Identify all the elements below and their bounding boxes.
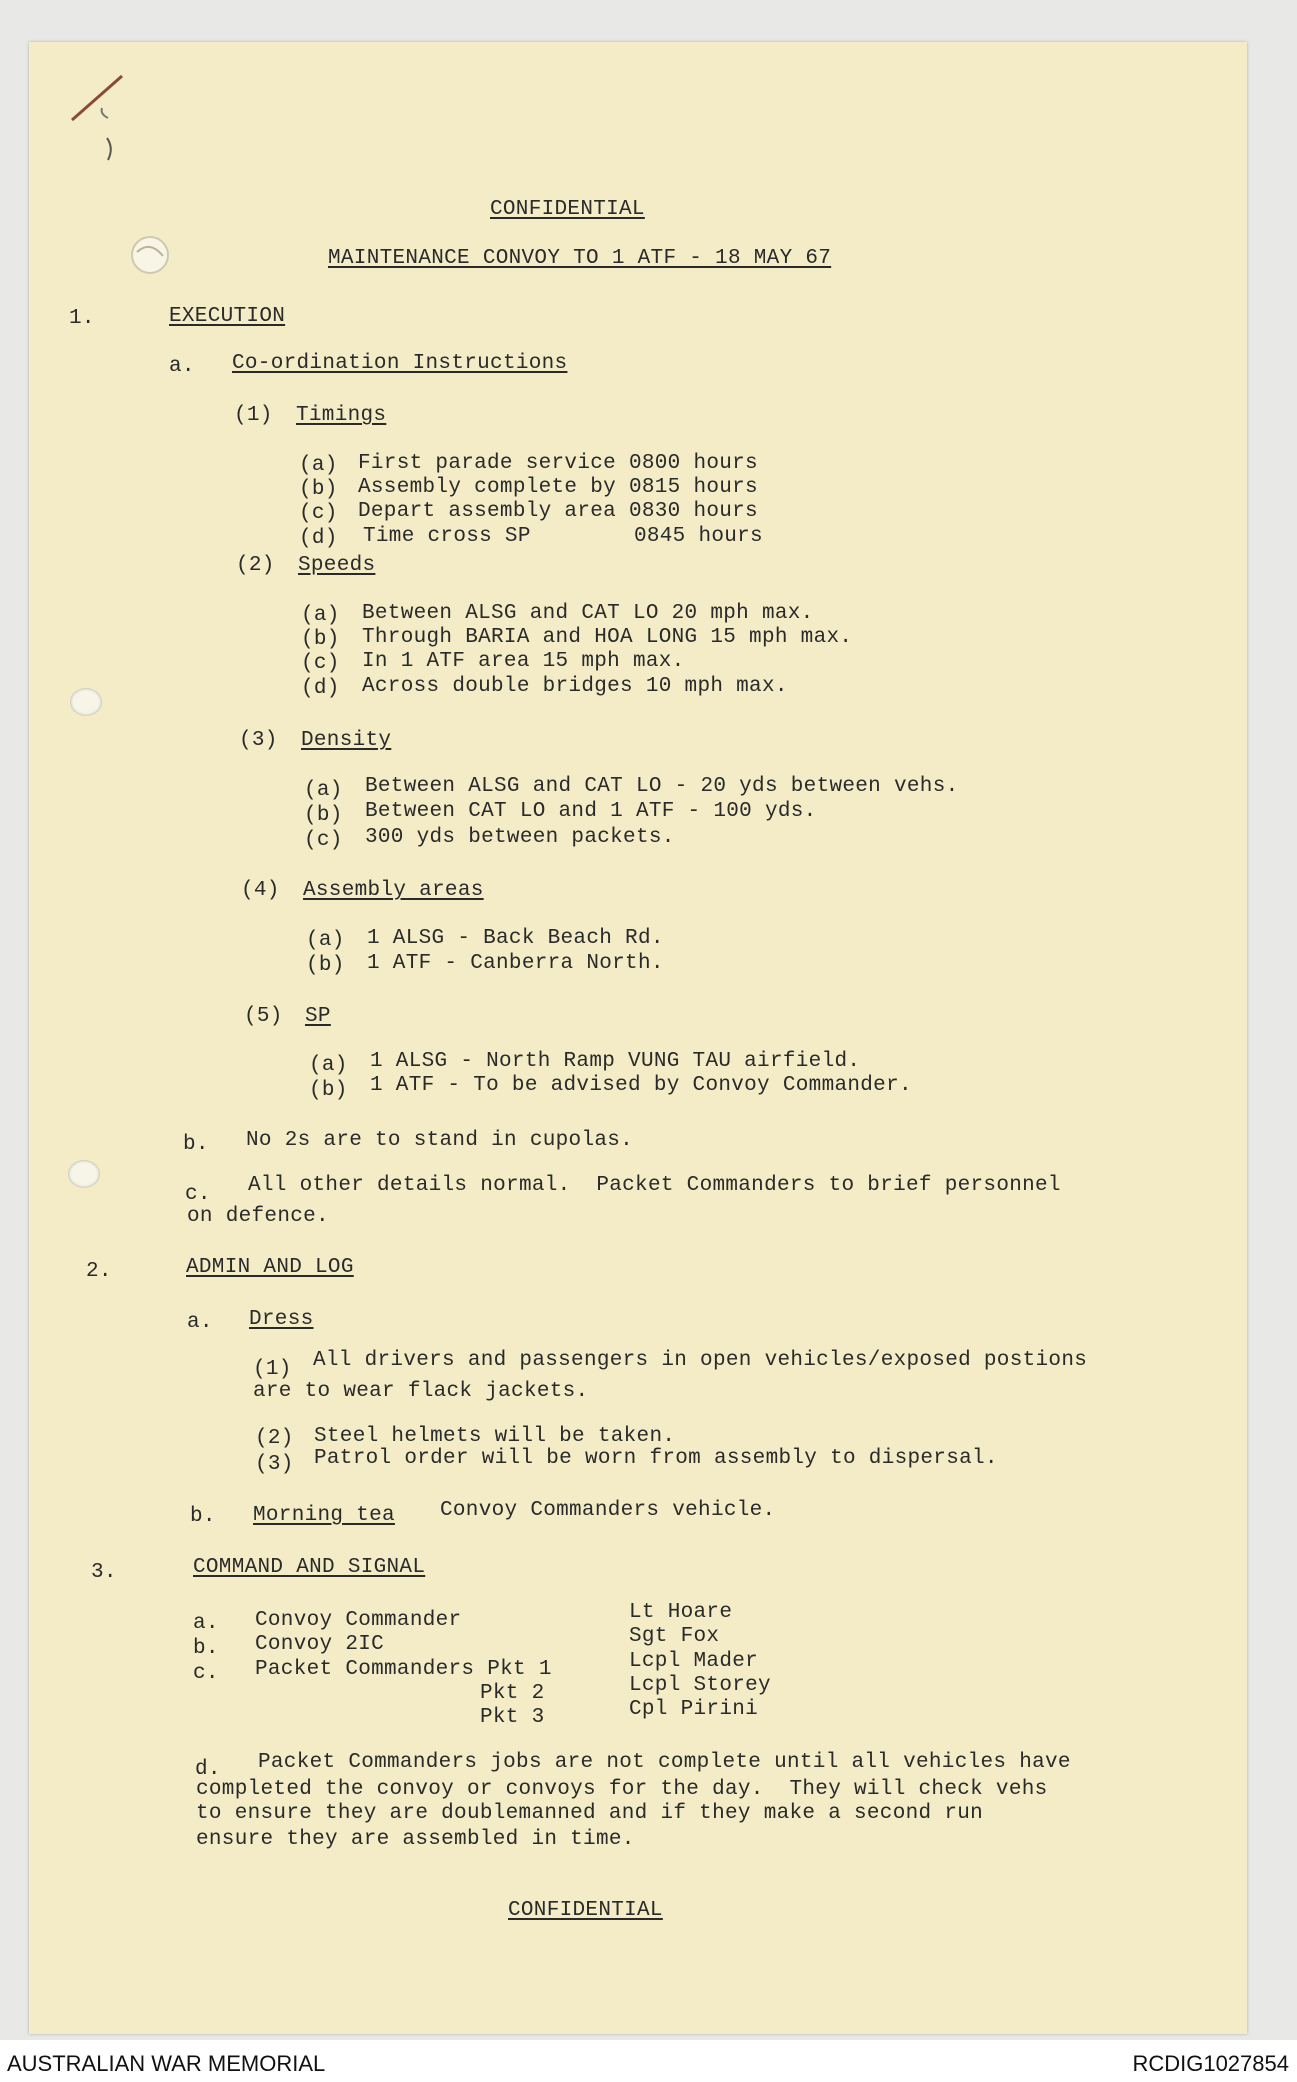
item-label: (a) — [301, 604, 340, 627]
item-label: (1) — [253, 1358, 292, 1381]
row-name: Lt Hoare — [629, 1601, 733, 1624]
punch-hole — [70, 688, 102, 716]
row-role: Packet Commanders Pkt 1 — [255, 1658, 552, 1681]
item-label: (c) — [301, 652, 340, 675]
punch-hole — [68, 1160, 100, 1188]
para-number: (1) — [234, 404, 273, 427]
subsection-text: ensure they are assembled in time. — [196, 1828, 635, 1851]
item-text: are to wear flack jackets. — [253, 1380, 589, 1403]
item-label: (a) — [309, 1054, 348, 1077]
staple-mark — [125, 230, 175, 280]
document-title: MAINTENANCE CONVOY TO 1 ATF - 18 MAY 67 — [328, 247, 832, 270]
item-text: 1 ALSG - North Ramp VUNG TAU airfield. — [370, 1050, 861, 1073]
item-label: (2) — [255, 1427, 294, 1450]
subsection-text: to ensure they are doublemanned and if they make a second run — [196, 1802, 984, 1825]
section-number: 3. — [91, 1561, 117, 1584]
subsection-label: a. — [187, 1311, 213, 1334]
section-number: 2. — [86, 1260, 112, 1283]
section-number: 1. — [69, 307, 95, 330]
para-title: Assembly areas — [303, 879, 484, 902]
item-label: (3) — [255, 1453, 294, 1476]
row-name: Lcpl Storey — [629, 1674, 771, 1697]
row-role: Convoy 2IC — [255, 1633, 385, 1656]
pencil-mark — [62, 68, 132, 178]
item-text: Through BARIA and HOA LONG 15 mph max. — [362, 626, 853, 649]
item-label: (b) — [301, 628, 340, 651]
item-text: Patrol order will be worn from assembly to dispersal. — [314, 1447, 998, 1470]
para-number: (2) — [236, 554, 275, 577]
archive-name: AUSTRALIAN WAR MEMORIAL — [7, 2051, 326, 2076]
row-name: Cpl Pirini — [629, 1698, 759, 1721]
row-name: Sgt Fox — [629, 1625, 720, 1648]
para-number: (4) — [241, 879, 280, 902]
item-text: Depart assembly area 0830 hours — [358, 500, 758, 523]
para-title: Density — [301, 729, 392, 752]
para-number: (3) — [239, 729, 278, 752]
para-title: Speeds — [298, 554, 376, 577]
subsection-text: completed the convoy or convoys for the day. They will check vehs — [196, 1778, 1048, 1801]
item-label: (b) — [309, 1079, 348, 1102]
item-text: Time cross SP 0845 hours — [363, 525, 763, 548]
subsection-label: b. — [183, 1133, 209, 1156]
item-text: Between ALSG and CAT LO 20 mph max. — [362, 602, 814, 625]
row-label: a. — [193, 1612, 219, 1635]
item-label: (b) — [306, 954, 345, 977]
para-title: SP — [305, 1005, 331, 1028]
subsection-title: Co-ordination Instructions — [232, 352, 568, 375]
subsection-text: All other details normal. Packet Commanders to brief personnel — [248, 1174, 1061, 1197]
subsection-text: No 2s are to stand in cupolas. — [246, 1129, 634, 1152]
para-title: Timings — [296, 404, 387, 427]
classification-header: CONFIDENTIAL — [490, 198, 645, 221]
document-page — [29, 42, 1247, 2034]
item-label: (a) — [304, 779, 343, 802]
section-title: EXECUTION — [169, 305, 286, 328]
row-name: Lcpl Mader — [629, 1650, 759, 1673]
item-text: 1 ATF - To be advised by Convoy Commander. — [370, 1074, 912, 1097]
item-label: (a) — [306, 929, 345, 952]
item-label: (a) — [299, 454, 338, 477]
classification-footer: CONFIDENTIAL — [508, 1899, 663, 1922]
item-label: (d) — [301, 677, 340, 700]
item-label: (b) — [304, 804, 343, 827]
subsection-label: b. — [190, 1505, 216, 1528]
row-label: b. — [193, 1637, 219, 1660]
subsection-label: a. — [169, 355, 195, 378]
item-text: Across double bridges 10 mph max. — [362, 675, 788, 698]
subsection-label: c. — [185, 1183, 211, 1206]
row-role: Pkt 3 — [480, 1706, 545, 1729]
subsection-text: Packet Commanders jobs are not complete until all vehicles have — [258, 1751, 1071, 1774]
subsection-title: Morning tea — [253, 1504, 395, 1527]
item-text: Between ALSG and CAT LO - 20 yds between vehs. — [365, 775, 959, 798]
item-label: (c) — [304, 829, 343, 852]
subsection-text: Convoy Commanders vehicle. — [440, 1499, 776, 1522]
section-title: COMMAND AND SIGNAL — [193, 1556, 426, 1579]
item-label: (d) — [299, 527, 338, 550]
section-title: ADMIN AND LOG — [186, 1256, 354, 1279]
item-text: Between CAT LO and 1 ATF - 100 yds. — [365, 800, 817, 823]
item-text: 1 ATF - Canberra North. — [367, 952, 664, 975]
subsection-title: Dress — [249, 1308, 314, 1331]
item-label: (c) — [299, 502, 338, 525]
item-text: In 1 ATF area 15 mph max. — [362, 650, 685, 673]
archive-id: RCDIG1027854 — [1132, 2051, 1289, 2076]
item-label: (b) — [299, 478, 338, 501]
subsection-text: on defence. — [187, 1205, 329, 1228]
item-text: 1 ALSG - Back Beach Rd. — [367, 927, 664, 950]
item-text: All drivers and passengers in open vehicles/exposed postions — [313, 1349, 1088, 1372]
item-text: 300 yds between packets. — [365, 826, 675, 849]
subsection-label: d. — [195, 1758, 221, 1781]
row-role: Pkt 2 — [480, 1682, 545, 1705]
row-label: c. — [193, 1662, 219, 1685]
item-text: Assembly complete by 0815 hours — [358, 476, 758, 499]
para-number: (5) — [244, 1005, 283, 1028]
item-text: First parade service 0800 hours — [358, 452, 758, 475]
row-role: Convoy Commander — [255, 1609, 462, 1632]
item-text: Steel helmets will be taken. — [314, 1425, 676, 1448]
